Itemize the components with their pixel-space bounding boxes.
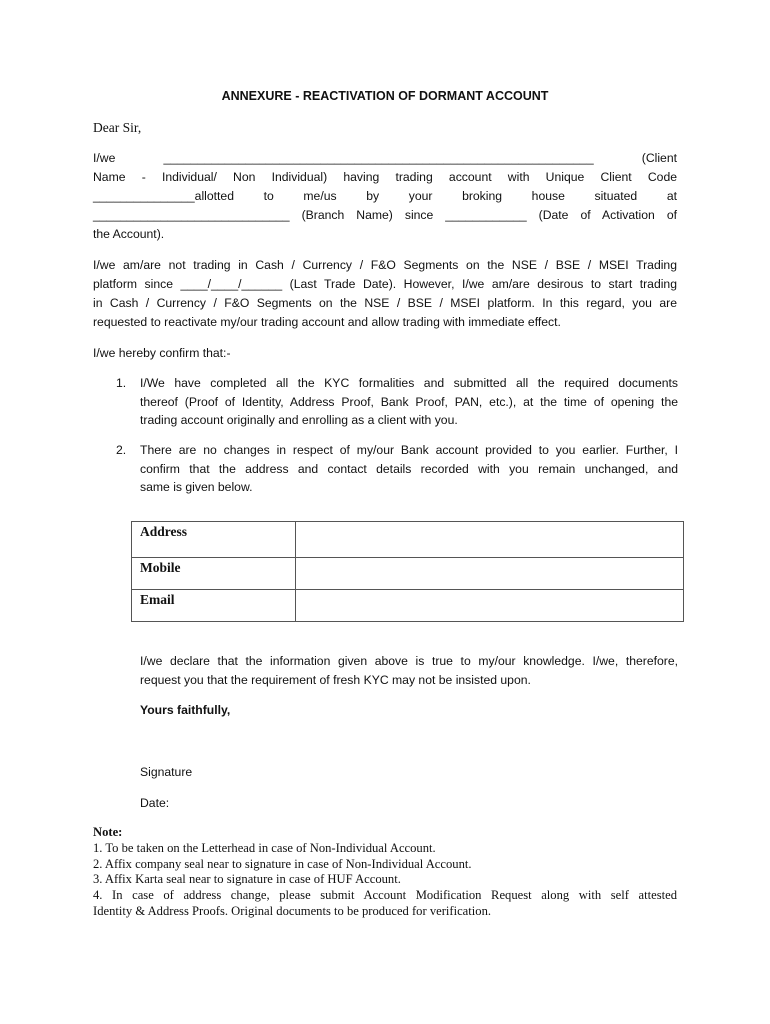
note-item: 3. Affix Karta seal near to signature in case of HUF Account. (93, 872, 401, 887)
note-item: 2. Affix company seal near to signature in case of Non-Individual Account. (93, 856, 472, 871)
document-title: ANNEXURE - REACTIVATION OF DORMANT ACCOUNT (221, 89, 549, 103)
email-value-cell[interactable] (296, 590, 684, 622)
note-item: 4. In case of address change, please submit Account Modification Request along with self attested (93, 888, 677, 903)
item-line: There are no changes in respect of my/our Bank account provided to you earlier. Further, I (140, 443, 678, 457)
notes-heading: Note: (93, 825, 123, 839)
table-row (132, 522, 684, 558)
salutation: Dear Sir, (93, 120, 142, 135)
item-line: thereof (Proof of Identity, Address Proof, Bank Proof, PAN, etc.), at the time of opening the (140, 394, 678, 409)
address-label: Address (132, 522, 296, 558)
item-line: trading account originally and enrolling as a client with you. (140, 413, 458, 427)
paragraph-line: platform since ____/____/______ (Last Trade Date). However, I/we am/are desirous to start trading (93, 277, 677, 291)
item-line: same is given below. (140, 480, 253, 494)
declaration-line: request you that the requirement of fresh KYC may not be insisted upon. (140, 673, 531, 687)
paragraph-line: Name - Individual/ Non Individual) having trading account with Unique Client Code (93, 170, 677, 184)
dormancy-paragraph (93, 256, 677, 332)
note-item: Identity & Address Proofs. Original documents to be produced for verification. (93, 903, 492, 918)
notes-section (93, 825, 677, 920)
mobile-label: Mobile (132, 558, 296, 590)
confirmation-intro: I/we hereby confirm that:- (93, 346, 231, 360)
date-label: Date: (140, 796, 170, 810)
signature-label: Signature (140, 765, 193, 779)
email-label: Email (132, 590, 296, 622)
closing-text: Yours faithfully, (140, 703, 231, 717)
paragraph-line (93, 149, 677, 168)
paragraph-line: the Account). (93, 227, 165, 241)
client-name-blank: _______________________________________________________________ (163, 151, 594, 165)
declaration-line: I/we declare that the information given above is true to my/our knowledge. I/we, therefore, (140, 654, 678, 668)
paragraph-line: _____________________________ (Branch Name) since ____________ (Date of Activation of (93, 208, 677, 222)
address-value-cell[interactable] (296, 522, 684, 558)
paragraph-line: in Cash / Currency / F&O Segments on the NSE / BSE / MSEI platform. In this regard, you are (93, 296, 677, 310)
declaration-paragraph (140, 652, 678, 690)
paragraph-line: requested to reactivate my/our trading account and allow trading with immediate effect. (93, 315, 561, 329)
client-details-paragraph (93, 149, 677, 244)
item-number: 2. (116, 443, 127, 457)
paragraph-text: I/we (93, 151, 116, 165)
paragraph-line: I/we am/are not trading in Cash / Currency / F&O Segments on the NSE / BSE / MSEI Trading (93, 258, 677, 272)
mobile-value-cell[interactable] (296, 558, 684, 590)
paragraph-text: (Client (641, 151, 677, 165)
item-line: confirm that the address and contact details recorded with you remain unchanged, and (140, 461, 678, 476)
item-number: 1. (116, 376, 127, 390)
contact-details-table (131, 521, 684, 622)
note-item: 1. To be taken on the Letterhead in case of Non-Individual Account. (93, 840, 436, 855)
table-row (132, 590, 684, 622)
item-line: I/We have completed all the KYC formalities and submitted all the required documents (140, 376, 678, 390)
paragraph-line: _______________allotted to me/us by your broking house situated at (93, 189, 677, 203)
table-row (132, 558, 684, 590)
